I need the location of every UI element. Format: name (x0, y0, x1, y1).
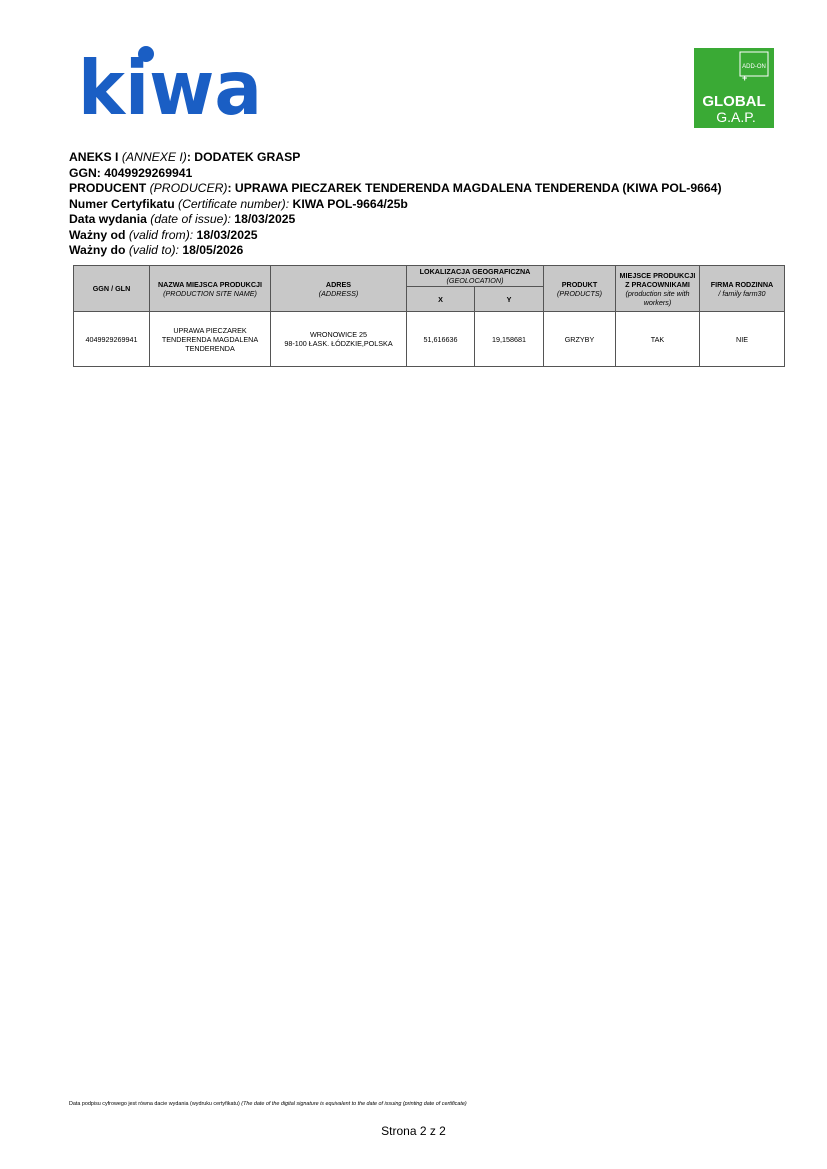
production-site-table (73, 265, 785, 367)
cell-ggn: 4049929269941 (74, 312, 150, 367)
valid-to-line: Ważny do (valid to): 18/05/2026 (69, 243, 244, 257)
globalgap-line1: GLOBAL (702, 93, 766, 110)
cell-site-name: UPRAWA PIECZAREK TENDERENDA MAGDALENA TENDERENDA (150, 312, 271, 367)
signature-footnote: Data podpisu cyfrowego jest równa dacie wydania (wydruku certyfikatu) (The date of the digital signature is equivalent to the date of issuing (printing date of certificate) (69, 1101, 467, 1107)
issue-date-line: Data wydania (date of issue): 18/03/2025 (69, 212, 296, 226)
cell-family-farm: NIE (700, 312, 785, 367)
header-address: ADRES (ADDRESS) (271, 266, 407, 312)
kiwa-logo (78, 44, 262, 118)
plus-icon: + (742, 73, 748, 83)
ggn-line: GGN: 4049929269941 (69, 165, 193, 180)
globalgap-addon-logo (694, 48, 774, 128)
cell-address: WRONOWICE 25 98-100 ŁASK. ŁÓDZKIE,POLSKA (271, 312, 407, 367)
cell-x: 51,616636 (407, 312, 475, 367)
header-geolocation: LOKALIZACJA GEOGRAFICZNA (GEOLOCATION) (407, 266, 544, 287)
producer-line: PRODUCENT (PRODUCER): UPRAWA PIECZAREK TENDERENDA MAGDALENA TENDERENDA (KIWA POL-9664) (69, 181, 722, 195)
header-x: X (407, 287, 475, 312)
cell-product: GRZYBY (544, 312, 616, 367)
addon-label: ADD-ON (742, 64, 766, 70)
table-row (74, 312, 785, 367)
page-number: Strona 2 z 2 (381, 1124, 446, 1138)
certificate-number-line: Numer Certyfikatu (Certificate number): KIWA POL-9664/25b (69, 196, 408, 211)
valid-from-line: Ważny od (valid from): 18/03/2025 (69, 227, 258, 242)
header-product: PRODUKT (PRODUCTS) (544, 266, 616, 312)
kiwa-logo-text: kiwa (78, 44, 262, 118)
cell-y: 19,158681 (475, 312, 544, 367)
header-workers: MIEJSCE PRODUKCJI Z PRACOWNIKAMI (production site with workers) (616, 266, 700, 312)
header-ggn: GGN / GLN (74, 266, 150, 312)
header-site-name: NAZWA MIEJSCA PRODUKCJI (PRODUCTION SITE NAME) (150, 266, 271, 312)
header-y: Y (475, 287, 544, 312)
cell-workers: TAK (616, 312, 700, 367)
globalgap-line2: G.A.P. (716, 109, 756, 125)
header-family-farm: FIRMA RODZINNA / family farm30 (700, 266, 785, 312)
annex-title: ANEKS I (ANNEXE I): DODATEK GRASP (69, 150, 301, 164)
certificate-header (69, 150, 809, 259)
table-header-row (74, 266, 785, 287)
